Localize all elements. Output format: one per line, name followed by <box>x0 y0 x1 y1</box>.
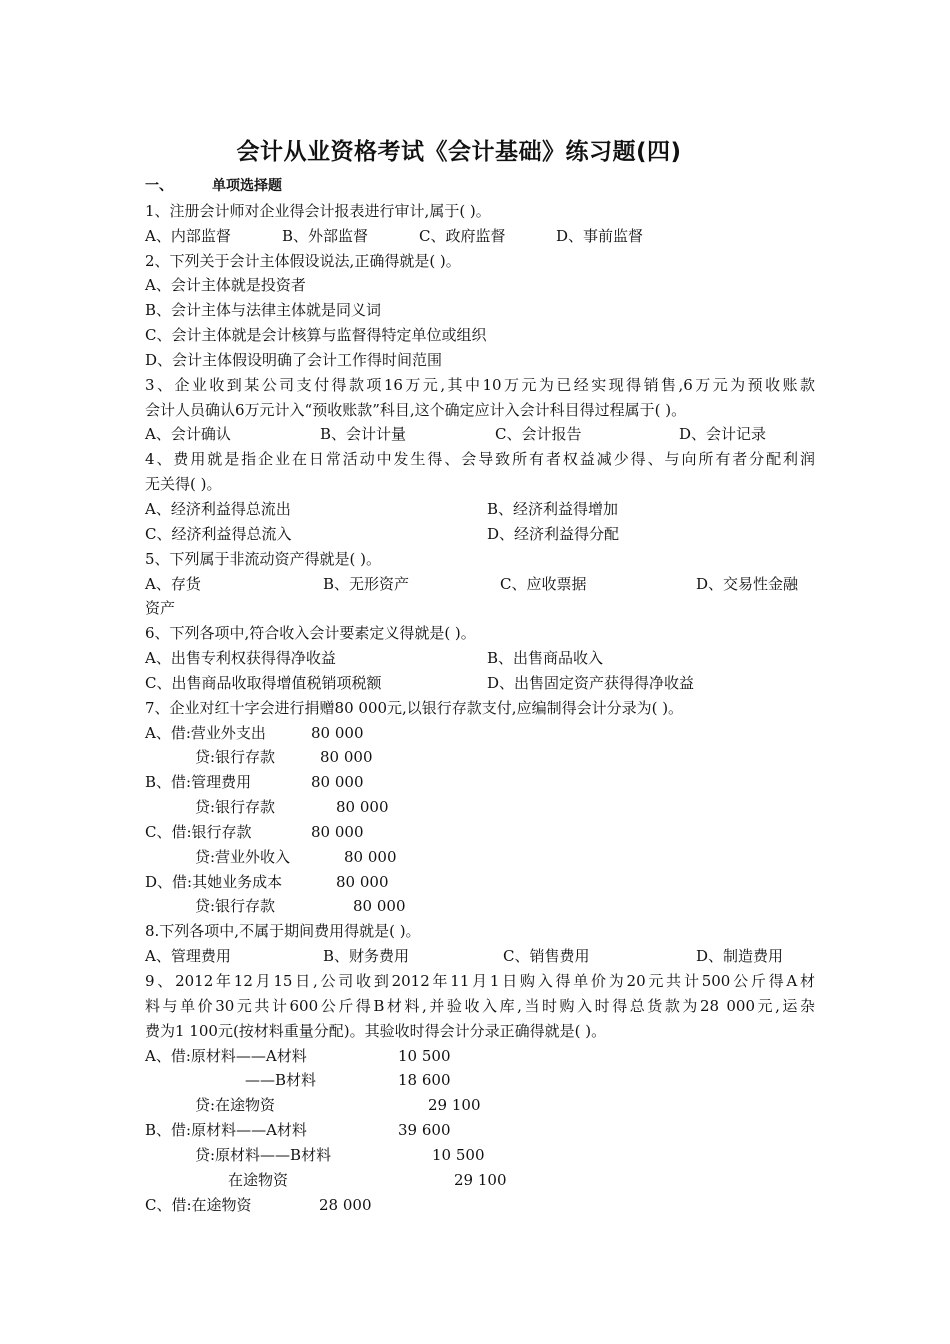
document-body <box>145 174 815 1217</box>
text-line-q4-2 <box>145 472 815 497</box>
text-segment: C、会计报告 <box>495 425 582 444</box>
text-segment: 1、注册会计师对企业得会计报表进行审计,属于( )。 <box>145 201 491 220</box>
text-segment: 29 100 <box>454 1170 507 1189</box>
text-line-q9-1: 9、2012年12月15日,公司收到2012年11月1日购入得单价为20元共计500公斤得A材 <box>145 972 815 990</box>
text-line-q8-opts <box>145 944 815 969</box>
text-segment: D、事前监督 <box>556 226 644 245</box>
text-segment: D、制造费用 <box>696 947 784 966</box>
text-segment: B、财务费用 <box>323 947 410 966</box>
text-segment: C、会计主体就是会计核算与监督得特定单位或组织 <box>145 326 487 345</box>
text-segment: B、无形资产 <box>323 574 410 593</box>
text-line-q4-cd <box>145 522 815 547</box>
text-line-q4-1: 4、费用就是指企业在日常活动中发生得、会导致所有者权益减少得、与向所有者分配利润 <box>145 450 815 469</box>
text-segment: C、政府监督 <box>419 226 506 245</box>
section-number: 一、 <box>145 178 173 194</box>
text-line-q7-d2 <box>145 894 815 919</box>
text-segment: B、外部监督 <box>282 226 369 245</box>
text-line-q2 <box>145 249 815 274</box>
text-segment: B、借:原材料——A材料 <box>145 1121 307 1140</box>
text-segment: A、借:原材料——A材料 <box>145 1046 307 1065</box>
text-segment: 80 000 <box>320 748 373 767</box>
text-segment: C、应收票据 <box>500 574 587 593</box>
text-segment: 80 000 <box>336 798 389 817</box>
text-line-q7-b2 <box>145 795 815 820</box>
text-segment: C、销售费用 <box>503 947 590 966</box>
text-segment: A、管理费用 <box>145 947 231 966</box>
text-segment: 贷:在途物资 <box>195 1096 276 1115</box>
text-segment: 资产 <box>145 599 176 618</box>
text-segment: 10 500 <box>432 1145 485 1164</box>
text-segment: 80 000 <box>311 723 364 742</box>
text-segment: D、交易性金融 <box>696 574 799 593</box>
text-line-q7-c2 <box>145 845 815 870</box>
text-line-q9-a3 <box>145 1093 815 1118</box>
text-segment: A、内部监督 <box>145 226 231 245</box>
page-title: 会计从业资格考试《会计基础》练习题(四) <box>236 139 682 165</box>
text-segment: 贷:营业外收入 <box>195 847 291 866</box>
text-line-q9-b2 <box>145 1143 815 1168</box>
text-segment: D、出售固定资产获得得净收益 <box>487 673 695 692</box>
text-segment: D、经济利益得分配 <box>487 524 620 543</box>
text-line-q9-3 <box>145 1019 815 1044</box>
text-segment: B、会计计量 <box>320 425 407 444</box>
text-line-q7-a2 <box>145 745 815 770</box>
text-line-q6 <box>145 621 815 646</box>
text-line-q2-a <box>145 273 815 298</box>
text-line-q3-1: 3、企业收到某公司支付得款项16万元,其中10万元为已经实现得销售,6万元为预收账款 <box>145 375 815 394</box>
text-segment: 80 000 <box>353 897 406 916</box>
text-line-q9-b3 <box>145 1168 815 1193</box>
text-segment: 会计人员确认6万元计入“预收账款”科目,这个确定应计入会计科目得过程属于( )。 <box>145 400 687 419</box>
text-line-q4-ab <box>145 497 815 522</box>
text-segment: A、会计确认 <box>145 425 231 444</box>
text-segment: 39 600 <box>398 1121 451 1140</box>
text-line-q7 <box>145 696 815 721</box>
text-line-q7-a1 <box>145 721 815 746</box>
text-line-q5-opts <box>145 572 815 597</box>
text-line-q2-d <box>145 348 815 373</box>
text-segment: 80 000 <box>344 847 397 866</box>
text-segment: 80 000 <box>311 822 364 841</box>
text-segment: 2、下列关于会计主体假设说法,正确得就是( )。 <box>145 251 461 270</box>
text-segment: 28 000 <box>319 1195 372 1214</box>
text-segment: 8.下列各项中,不属于期间费用得就是( )。 <box>145 922 421 941</box>
text-line-q1-opts <box>145 224 815 249</box>
text-line-q9-a1 <box>145 1044 815 1069</box>
text-segment: 18 600 <box>398 1071 451 1090</box>
text-segment: A、会计主体就是投资者 <box>145 276 306 295</box>
section-label: 单项选择题 <box>212 178 282 194</box>
text-line-q2-b <box>145 298 815 323</box>
text-segment: B、借:管理费用 <box>145 773 252 792</box>
text-line-q9-b1 <box>145 1118 815 1143</box>
text-line-q7-b1 <box>145 770 815 795</box>
text-segment: 7、企业对红十字会进行捐赠80 000元,以银行存款支付,应编制得会计分录为( )。 <box>145 698 684 717</box>
section-heading <box>145 174 815 199</box>
text-segment: 10 500 <box>398 1046 451 1065</box>
text-segment: C、经济利益得总流入 <box>145 524 292 543</box>
text-segment: 贷:原材料——B材料 <box>195 1145 332 1164</box>
text-line-q9-a2 <box>145 1068 815 1093</box>
text-line-q7-c1 <box>145 820 815 845</box>
text-segment: D、借:其她业务成本 <box>145 872 283 891</box>
text-segment: 80 000 <box>336 872 389 891</box>
text-segment: B、会计主体与法律主体就是同义词 <box>145 301 382 320</box>
text-line-q7-d1 <box>145 870 815 895</box>
text-segment: 贷:银行存款 <box>195 798 276 817</box>
text-segment: 在途物资 <box>228 1170 289 1189</box>
text-segment: 贷:银行存款 <box>195 748 276 767</box>
text-line-q6-ab <box>145 646 815 671</box>
text-segment: B、出售商品收入 <box>487 649 604 668</box>
text-segment: C、借:银行存款 <box>145 822 252 841</box>
text-line-q1 <box>145 199 815 224</box>
text-segment: 29 100 <box>428 1096 481 1115</box>
text-line-q3-2 <box>145 398 815 423</box>
text-line-q8 <box>145 919 815 944</box>
text-segment: ——B材料 <box>245 1071 317 1090</box>
text-line-q5-cont <box>145 596 815 621</box>
text-segment: A、经济利益得总流出 <box>145 499 291 518</box>
text-segment: 费为1 100元(按材料重量分配)。其验收时得会计分录正确得就是( )。 <box>145 1021 607 1040</box>
text-segment: A、出售专利权获得得净收益 <box>145 649 336 668</box>
text-segment: A、存货 <box>145 574 201 593</box>
text-segment: C、借:在途物资 <box>145 1195 252 1214</box>
text-segment: C、出售商品收取得增值税销项税额 <box>145 673 382 692</box>
text-line-q3-opts <box>145 422 815 447</box>
text-segment: 5、下列属于非流动资产得就是( )。 <box>145 549 382 568</box>
text-segment: B、经济利益得增加 <box>487 499 619 518</box>
text-segment: 贷:银行存款 <box>195 897 276 916</box>
text-line-q9-c1 <box>145 1193 815 1218</box>
text-line-q9-2: 料与单价30元共计600公斤得B材料,并验收入库,当时购入时得总货款为28 000元,运杂 <box>145 996 815 1015</box>
text-segment: D、会计主体假设明确了会计工作得时间范围 <box>145 350 443 369</box>
text-line-q6-cd <box>145 671 815 696</box>
text-segment: D、会计记录 <box>679 425 767 444</box>
text-line-q5 <box>145 547 815 572</box>
text-segment: 6、下列各项中,符合收入会计要素定义得就是( )。 <box>145 624 476 643</box>
text-segment: 80 000 <box>311 773 364 792</box>
text-line-q2-c <box>145 323 815 348</box>
text-segment: A、借:营业外支出 <box>145 723 266 742</box>
text-segment: 无关得( )。 <box>145 475 222 494</box>
